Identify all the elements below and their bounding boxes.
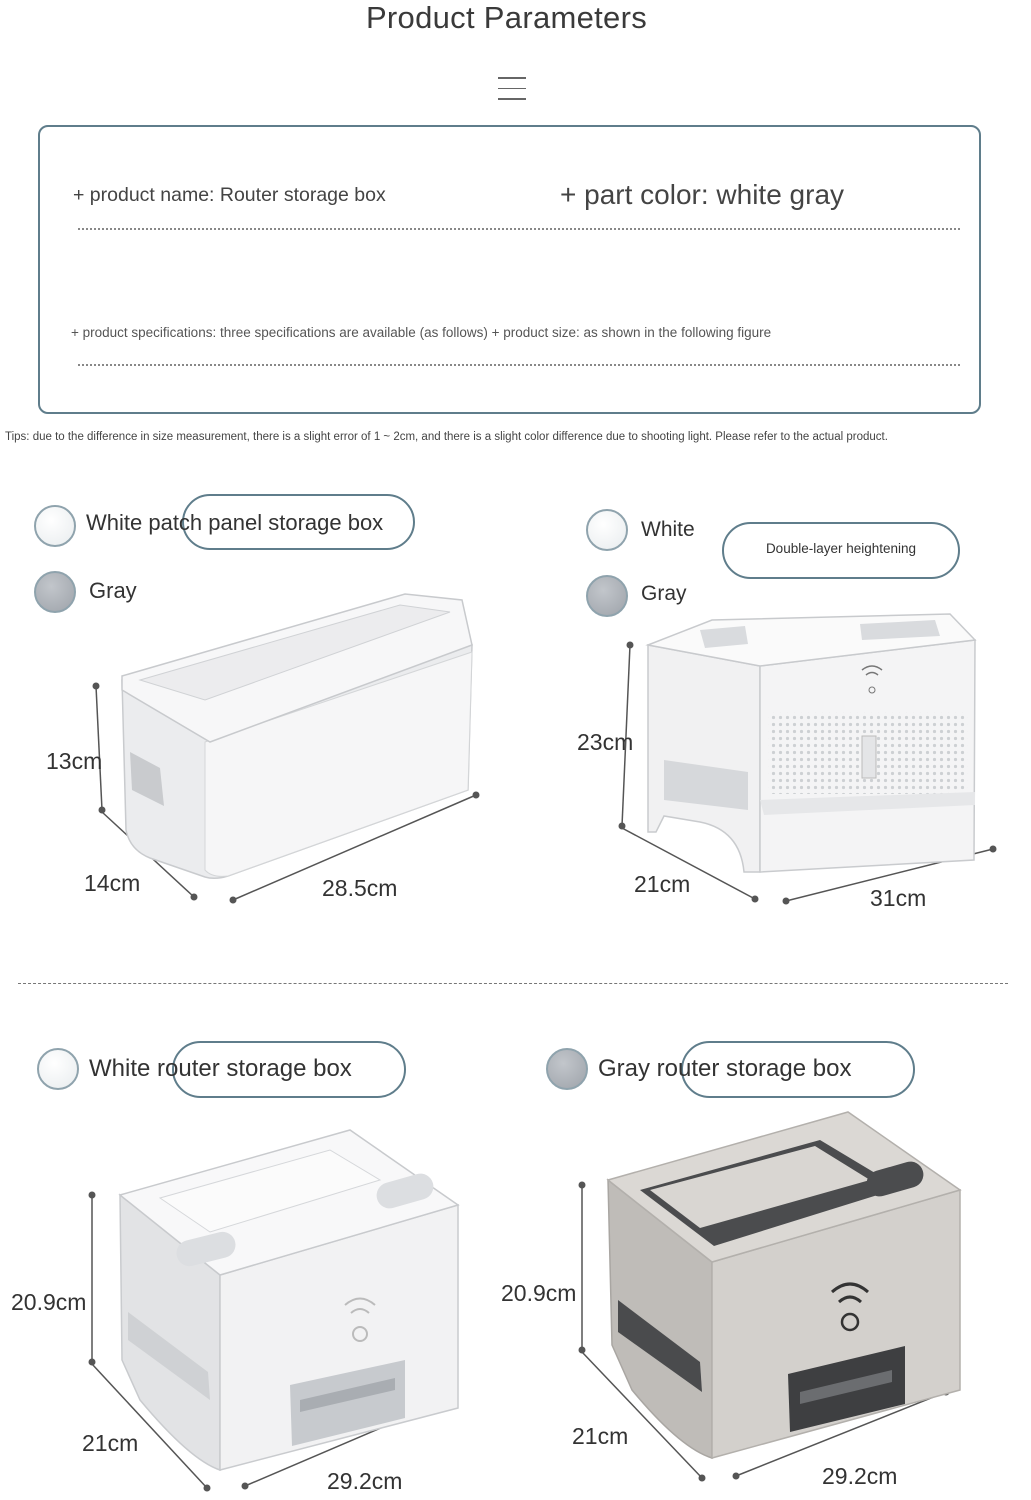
product-name-label: White patch panel storage box — [86, 510, 384, 535]
product-name-label: Double-layer heightening — [765, 541, 917, 556]
depth-dimension: 21cm — [82, 1430, 139, 1456]
product-name-label: Gray router storage box — [598, 1055, 852, 1082]
color-label-gray: Gray — [641, 582, 687, 605]
width-dimension: 31cm — [870, 885, 927, 911]
part-color-text: + part color: white gray — [560, 179, 845, 210]
color-label-gray: Gray — [89, 578, 137, 603]
height-dimension: 20.9cm — [11, 1289, 87, 1315]
product-name-label: White router storage box — [89, 1055, 352, 1082]
height-dimension: 23cm — [577, 729, 634, 755]
tips-note: Tips: due to the difference in size measurement, there is a slight error of 1 ~ 2cm, and there is a slight color difference due to shooting light. Please refer to the actual product. — [5, 431, 888, 443]
depth-dimension: 21cm — [572, 1423, 629, 1449]
width-dimension: 29.2cm — [327, 1468, 403, 1494]
page-title: Product Parameters — [365, 0, 648, 35]
width-dimension: 29.2cm — [822, 1463, 898, 1489]
width-dimension: 28.5cm — [322, 875, 398, 901]
height-dimension: 13cm — [46, 748, 103, 774]
specifications-text: + product specifications: three specifications are available (as follows) + product size: as shown in the following figure — [71, 325, 772, 340]
depth-dimension: 14cm — [84, 870, 141, 896]
product-name-text: + product name: Router storage box — [73, 184, 386, 206]
depth-dimension: 21cm — [634, 871, 691, 897]
height-dimension: 20.9cm — [501, 1280, 577, 1306]
color-label-white: White — [641, 518, 695, 541]
